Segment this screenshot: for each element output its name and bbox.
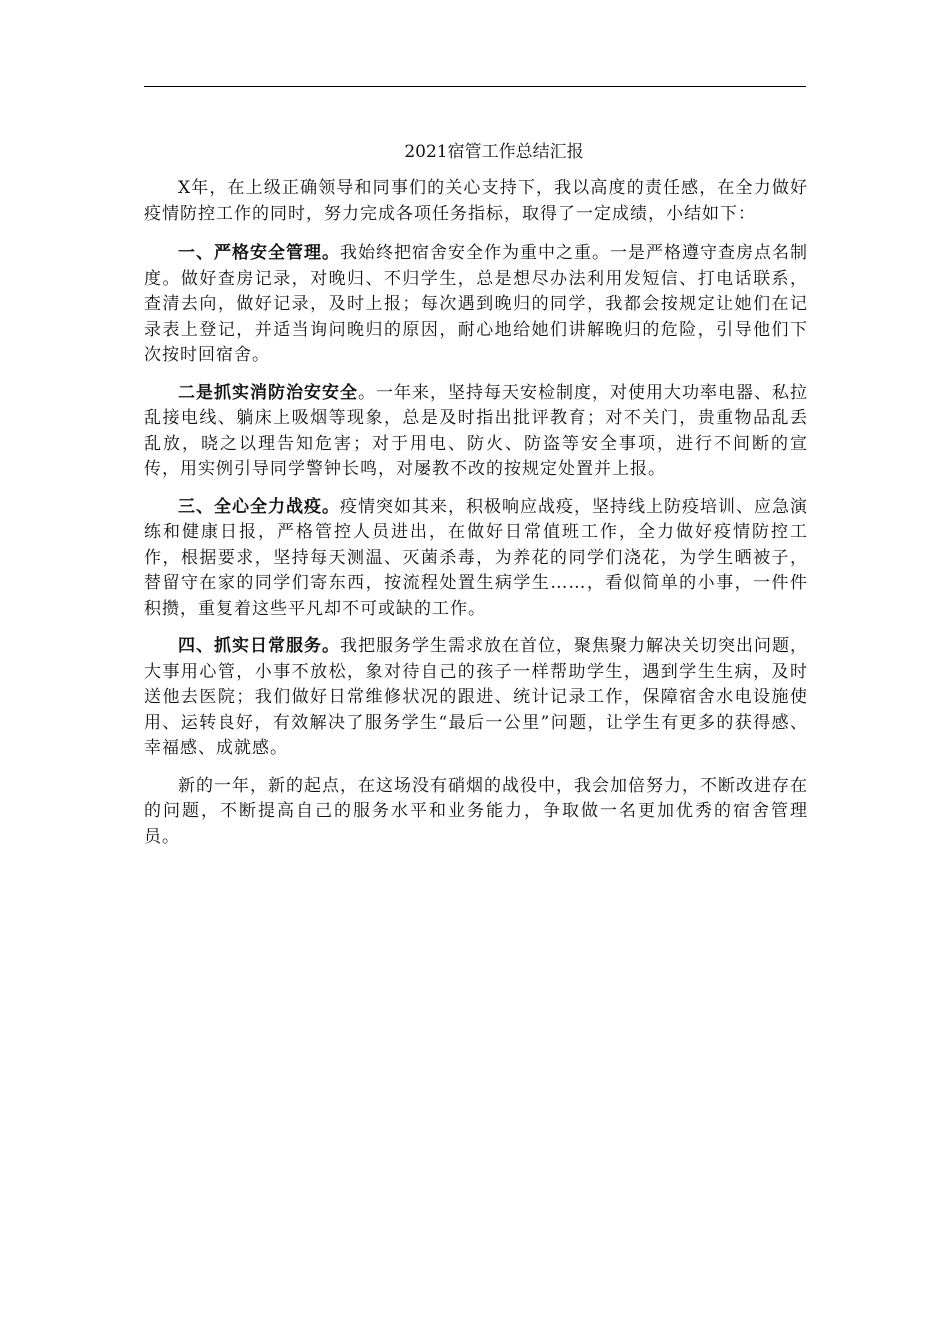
section-lead-2: 二是抓实消防治安安全 — [178, 382, 358, 403]
section-lead-3: 三、全心全力战疫。 — [178, 496, 340, 517]
section-text-3: 疫情突如其来，积极响应战疫，坚持线上防疫培训、应急演练和健康日报，严格管控人员进出，在做好日常值班工作，全力做好疫情防控工作，根据要求，坚持每天测温、灭菌杀毒，为养花的同学们浇花，为学生晒被子，替留守在家的同学们寄东西，按流程处置生病学生……，看似简单的小事，一件件积攒，重复着这些平凡却不可或缺的工作。 — [144, 496, 808, 619]
document-body — [144, 176, 808, 862]
section-paragraph-3 — [144, 495, 808, 623]
header-rule — [144, 86, 806, 87]
section-paragraph-1 — [144, 241, 808, 369]
section-text-4: 我把服务学生需求放在首位，聚焦聚力解决关切突出问题，大事用心管，小事不放松，象对待自己的孩子一样帮助学生，遇到学生生病，及时送他去医院；我们做好日常维修状况的跟进、统计记录工作，保障宿舍水电设施使用、运转良好，有效解决了服务学生“最后一公里”问题，让学生有更多的获得感、幸福感、成就感。 — [144, 636, 808, 758]
section-lead-1: 一、严格安全管理。 — [178, 243, 340, 263]
document-title: 2021宿管工作总结汇报 — [404, 142, 584, 162]
intro-paragraph: X年，在上级正确领导和同事们的关心支持下，我以高度的责任感，在全力做好疫情防控工作的同时，努力完成各项任务指标，取得了一定成绩，小结如下： — [144, 178, 808, 224]
section-lead-4: 四、抓实日常服务。 — [178, 636, 340, 656]
closing-paragraph: 新的一年，新的起点，在这场没有硝烟的战役中，我会加倍努力，不断改进存在的问题，不断提高自己的服务水平和业务能力，争取做一名更加优秀的宿舍管理员。 — [144, 775, 808, 847]
section-paragraph-4 — [144, 634, 808, 762]
section-text-2: 。一年来，坚持每天安检制度，对使用大功率电器、私拉乱接电线、躺床上吸烟等现象，总是及时指出批评教育；对不关门，贵重物品乱丢乱放，晓之以理告知危害；对于用电、防火、防盗等安全事项，进行不间断的宣传，用实例引导同学警钟长鸣，对屡教不改的按规定处置并上报。 — [144, 382, 808, 479]
section-paragraph-2 — [144, 381, 808, 483]
section-text-1: 我始终把宿舍安全作为重中之重。一是严格遵守查房点名制度。做好查房记录，对晚归、不归学生，总是想尽办法利用发短信、打电话联系，查清去向，做好记录，及时上报；每次遇到晚归的同学，我都会按规定让她们在记录表上登记，并适当询问晚归的原因，耐心地给她们讲解晚归的危险，引导他们下次按时回宿舍。 — [144, 243, 808, 365]
